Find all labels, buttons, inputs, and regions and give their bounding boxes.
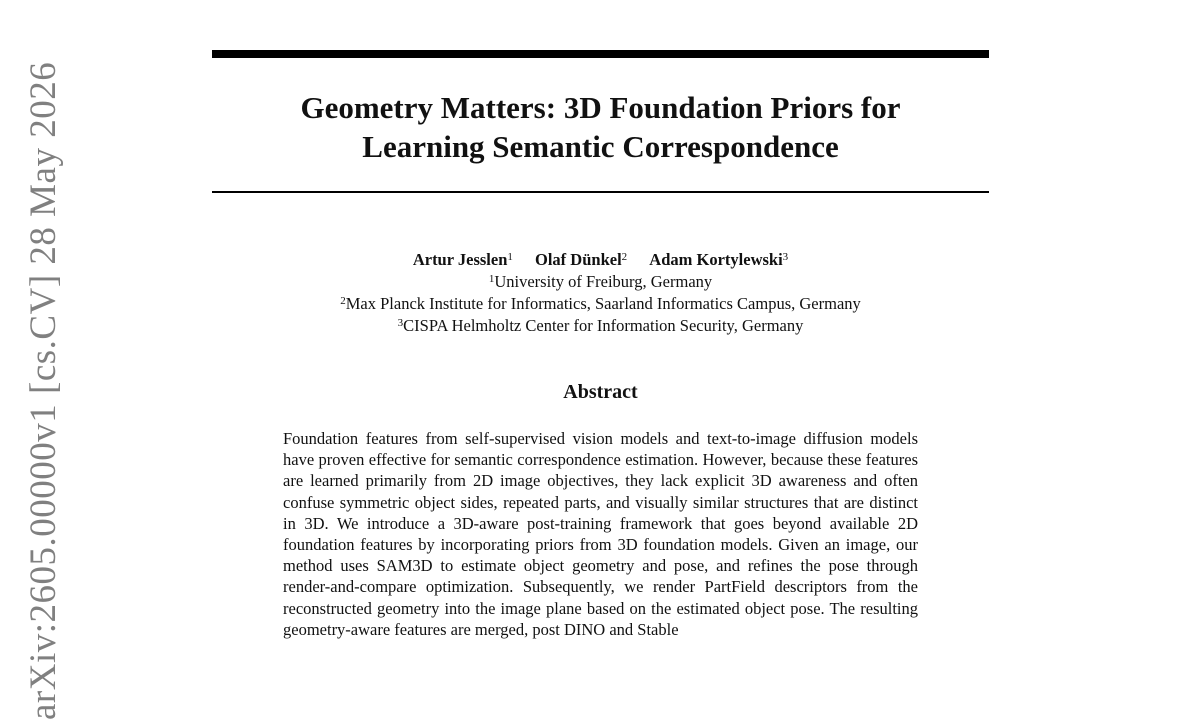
abstract-heading: Abstract (563, 381, 638, 403)
title-bottom-rule (212, 191, 989, 193)
author-1: Artur Jesslen$^1$ (412, 250, 513, 269)
arxiv-side-stamp: arXiv:2605.00000v1 [cs.CV] 28 May 2026 (23, 61, 64, 720)
author-block (212, 249, 989, 337)
affiliation-1: $^1$University of Freiburg, Germany (488, 272, 713, 291)
author-names (212, 249, 989, 271)
title-line-1: Geometry Matters: 3D Foundation Priors for (300, 90, 901, 125)
affiliation-3: $^3$CISPA Helmholtz Center for Information Security, Germany (397, 316, 804, 335)
author-3: Adam Kortylewski$^3$ (649, 250, 789, 269)
affiliation-2: $^2$Max Planck Institute for Informatics, Saarland Informatics Campus, Germany (340, 294, 861, 313)
title-top-rule (212, 50, 989, 58)
title-line-2: Learning Semantic Correspondence (362, 129, 839, 164)
abstract-body: Foundation features from self-supervised vision models and text-to-image diffusion models have proven effective for semantic correspondence estimation. However, because these features are learned primarily from 2D image objectives, they lack explicit 3D awareness and often confuse symmetric object sides, repeated parts, and visually similar structures that are distinct in 3D. We introduce a 3D-aware post-training framework that goes beyond available 2D foundation features by incorporating priors from 3D foundation models. Given an image, our method uses SAM3D to estimate object geometry and pose, and refines the pose through render-and-compare optimization. Subsequently, we render PartField descriptors from the reconstructed geometry into the image plane based on the estimated object pose. The resulting geometry-aware features are merged, post DINO and Stable (283, 429, 918, 639)
paper-title (212, 88, 989, 166)
author-2: Olaf Dünkel$^2$ (535, 250, 628, 269)
